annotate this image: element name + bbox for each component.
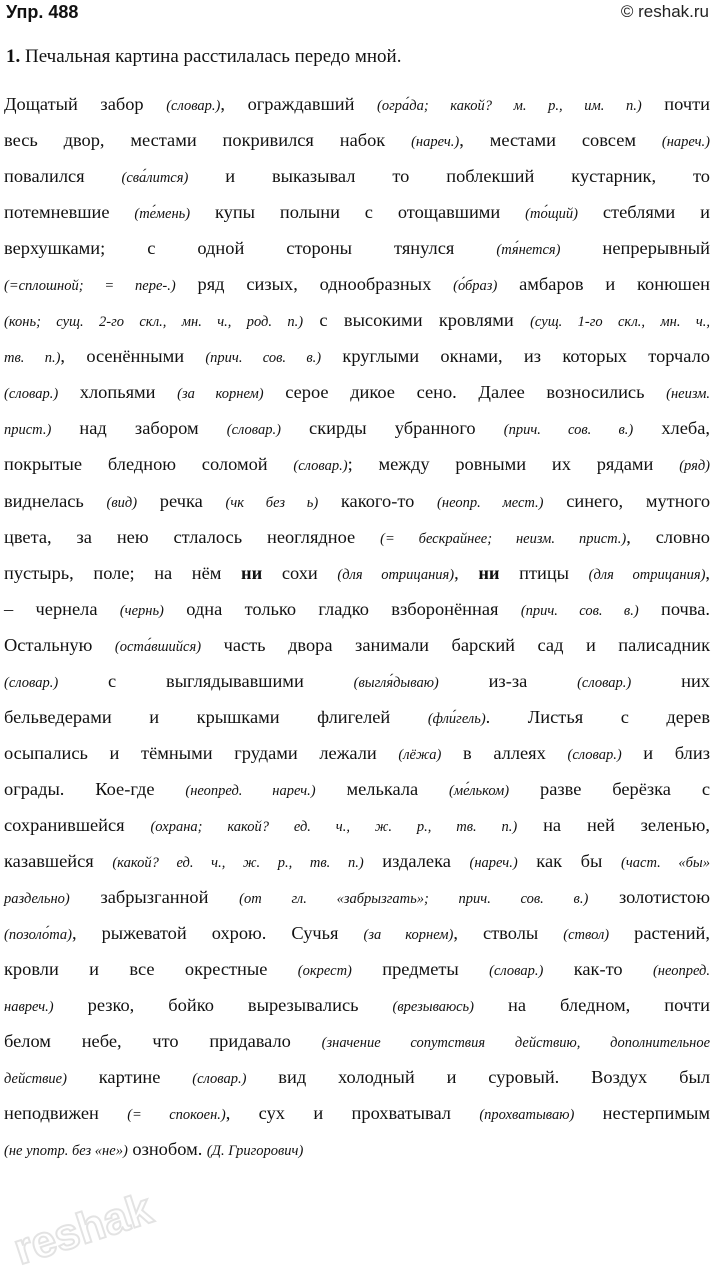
text-segment: них (631, 670, 710, 691)
annotation-note: тв. п.) (4, 350, 61, 367)
annotation-note: (выгля́дываю) (353, 674, 439, 691)
annotation-note: (чернь) (119, 602, 164, 619)
text-segment: на бледном, почти (473, 995, 710, 1016)
text-segment: с выглядывавшими (58, 670, 354, 691)
text-segment: как бы (517, 850, 622, 871)
text-line (4, 951, 710, 987)
text-line (4, 122, 710, 158)
text-segment: хлопьями (58, 382, 178, 403)
annotation-note: (прич. сов. в.) (205, 350, 322, 367)
text-segment: , словно (626, 526, 710, 547)
text-line (4, 735, 710, 771)
text-line (4, 843, 710, 879)
text-line (4, 519, 710, 555)
annotation-note: (Д. Григорович) (206, 1143, 304, 1160)
annotation-note: (лёжа) (398, 746, 442, 763)
annotation-note: (=сплошной; = пере-.) (4, 278, 176, 295)
text-segment: – чернела (4, 598, 120, 619)
text-segment: , ограждавший (220, 94, 378, 114)
annotation-note: (за корнем) (363, 927, 454, 944)
text-segment: и выказывал то поблекший кустарник, то (188, 166, 710, 187)
text-segment: из-за (438, 670, 578, 691)
text-segment: картине (66, 1067, 193, 1088)
text-segment: с высокими кровлями (303, 310, 531, 331)
annotation-note: (ряд) (679, 458, 710, 475)
text-segment: и близ (621, 742, 710, 763)
annotation-note: действие) (4, 1071, 67, 1088)
text-segment: , осенёнными (60, 346, 206, 367)
text-segment: часть двора занимали барский сад и палисадник (201, 634, 711, 655)
text-line (4, 807, 710, 843)
text-segment: потемневшие (4, 202, 135, 223)
text-line (4, 446, 710, 482)
task-number: 1. (6, 46, 21, 67)
annotation-note: (прохватываю) (479, 1107, 575, 1124)
text-segment: цвета, за нею стлалось неоглядное (4, 526, 381, 547)
text-segment: нестерпимым (574, 1103, 710, 1124)
text-line (4, 699, 710, 735)
text-segment: верхушками; с одной стороны тянулся (4, 238, 497, 259)
text-line (4, 555, 710, 591)
text-segment: кровли и все окрестные (4, 959, 298, 980)
text-segment: скирды убранного (280, 418, 504, 439)
text-line (4, 987, 710, 1023)
text-line (4, 879, 710, 915)
text-segment: мелькала (315, 778, 450, 799)
text-line (4, 86, 710, 122)
annotation-note: раздельно) (4, 891, 70, 908)
text-segment: хлеба, (633, 418, 710, 439)
annotation-note: (значение сопутствия действию, дополнительное (321, 1035, 711, 1052)
text-line (4, 483, 710, 519)
annotation-note: (словар.) (577, 674, 632, 691)
text-segment: синего, мутного (543, 490, 711, 511)
text-segment: пустырь, поле; на нём (4, 562, 242, 583)
annotation-note: (окрест) (297, 963, 352, 980)
text-segment: , (454, 562, 479, 583)
annotation-note: (неопред. нареч.) (185, 782, 316, 799)
text-line (4, 194, 710, 230)
text-segment: , стволы (453, 923, 564, 944)
text-segment: , рыжеватой охрою. Сучья (71, 923, 364, 944)
annotation-note: (словар.) (489, 963, 544, 980)
text-segment: повалился (4, 166, 122, 187)
text-segment: в аллеях (441, 742, 568, 763)
annotation-note: (неопр. мест.) (437, 494, 544, 511)
bold-particle: ни (241, 562, 263, 583)
annotation-note: (конь; сущ. 2-го скл., мн. ч., род. п.) (4, 314, 304, 331)
annotation-note: (для отрицания) (588, 566, 706, 583)
task-text: Печальная картина расстилалась передо мной. (25, 46, 402, 67)
text-segment: амбаров и конюшен (497, 274, 710, 295)
text-segment: одна только гладко взборонённая (163, 598, 521, 619)
text-segment: на ней зеленью, (517, 814, 710, 835)
annotation-note: (неизм. (666, 386, 710, 403)
annotation-note: (позоло́та) (4, 927, 72, 944)
text-segment: речка (137, 490, 226, 511)
text-segment: птицы (499, 562, 589, 583)
annotation-note: (словар.) (4, 674, 59, 691)
annotation-note: (нареч.) (661, 134, 710, 151)
text-segment: . Листья с дерев (485, 706, 710, 727)
text-segment: как-то (543, 959, 653, 980)
annotation-note: (= спокоен.) (127, 1107, 226, 1124)
text-line (4, 302, 710, 338)
annotation-note: (словар.) (567, 746, 622, 763)
text-segment: ознобом. (127, 1139, 207, 1160)
text-segment: осыпались и тёмными грудами лежали (4, 742, 399, 763)
annotation-note: (част. «бы» (621, 854, 710, 871)
exercise-title: Упр. 488 (6, 2, 79, 22)
text-segment: сохи (262, 562, 338, 583)
annotation-note: (словар.) (4, 386, 59, 403)
annotation-note: (для отрицания) (337, 566, 455, 583)
annotation-note: (прич. сов. в.) (503, 422, 634, 439)
text-line (4, 410, 710, 446)
text-line (4, 1059, 710, 1095)
annotation-note: (ствол) (563, 927, 610, 944)
annotation-note: прист.) (4, 422, 52, 439)
annotation-note: (словар.) (166, 98, 221, 114)
text-segment: неподвижен (4, 1103, 128, 1124)
text-line (4, 158, 710, 194)
text-segment: ограды. Кое-где (4, 778, 186, 799)
task-sentence (6, 44, 709, 70)
text-line (4, 771, 710, 807)
annotation-note: (сущ. 1-го скл., мн. ч., (530, 314, 711, 331)
text-segment: купы полыни с отощавшими (190, 202, 526, 223)
annotation-note: (о́браз) (453, 278, 498, 295)
svg-text:reshak: reshak (7, 1183, 159, 1275)
annotation-note: (не употр. без «не») (4, 1143, 128, 1160)
text-segment: разве берёзка с (509, 778, 710, 799)
text-segment: сохранившейся (4, 814, 151, 835)
annotation-note: (те́мень) (134, 206, 191, 223)
text-segment: почти (641, 94, 710, 114)
annotation-note: (фли́гель) (427, 710, 486, 727)
text-segment: казавшейся (4, 850, 113, 871)
annotation-note: (словар.) (293, 458, 348, 475)
text-line (4, 663, 710, 699)
text-segment: какого-то (318, 490, 438, 511)
annotation-note: (огра́да; какой? м. р., им. п.) (377, 98, 642, 114)
text-segment: Дощатый забор (4, 94, 167, 114)
site-copyright: © reshak.ru (620, 2, 709, 21)
text-segment: растений, (609, 923, 710, 944)
annotation-note: (неопред. (652, 963, 710, 980)
text-segment: Остальную (4, 634, 115, 655)
text-segment: , (705, 562, 711, 583)
text-segment: непрерывный (560, 238, 710, 259)
text-segment: , местами совсем (459, 130, 662, 151)
text-line (4, 1095, 710, 1131)
text-segment: бельведерами и крышками флигелей (4, 706, 428, 727)
annotation-note: (какой? ед. ч., ж. р., тв. п.) (112, 854, 364, 871)
text-segment: ; между ровными их рядами (347, 454, 680, 475)
text-segment: стеблями и (578, 202, 710, 223)
annotation-note: (то́щий) (525, 206, 578, 223)
text-line (4, 627, 710, 663)
text-line (4, 338, 710, 374)
annotation-note: (врезываюсь) (392, 999, 474, 1016)
annotation-note: (прич. сов. в.) (520, 602, 639, 619)
text-line (4, 1023, 710, 1059)
annotation-note: (тя́нется) (496, 242, 561, 259)
text-segment: белом небе, что придавало (4, 1031, 322, 1052)
annotation-note: (за корнем) (177, 386, 264, 403)
text-segment: виднелась (4, 490, 107, 511)
text-segment: , сух и прохватывал (225, 1103, 480, 1124)
reshak-watermark-logo (0, 1160, 210, 1280)
text-segment: над забором (51, 418, 227, 439)
exercise-text (4, 86, 710, 1167)
text-line (4, 1131, 710, 1167)
text-line (4, 266, 710, 302)
annotation-note: (словар.) (192, 1071, 247, 1088)
annotation-note: (нареч.) (411, 134, 460, 151)
text-segment: ряд сизых, однообразных (175, 274, 454, 295)
annotation-note: (охрана; какой? ед. ч., ж. р., тв. п.) (150, 818, 518, 835)
text-segment: забрызганной (69, 887, 240, 908)
text-segment: покрытые бледною соломой (4, 454, 294, 475)
text-segment: предметы (351, 959, 490, 980)
page-header (0, 0, 715, 26)
text-segment: вид холодный и суровый. Воздух был (246, 1067, 710, 1088)
text-segment: весь двор, местами покривился набок (4, 130, 412, 151)
text-line (4, 230, 710, 266)
text-segment: серое дикое сено. Далее возносились (263, 382, 667, 403)
annotation-note: (чк без ь) (225, 494, 319, 511)
annotation-note: (оста́вшийся) (114, 638, 202, 655)
annotation-note: (вид) (106, 494, 138, 511)
text-segment: издалека (363, 850, 470, 871)
text-line (4, 374, 710, 410)
text-segment: круглыми окнами, из которых торчало (321, 346, 710, 367)
text-line (4, 915, 710, 951)
annotation-note: (от гл. «забрызгать»; прич. сов. в.) (239, 891, 589, 908)
text-segment: золотистою (588, 887, 710, 908)
annotation-note: (= бескрайнее; неизм. прист.) (380, 530, 627, 547)
text-segment: почва. (638, 598, 711, 619)
text-line (4, 591, 710, 627)
annotation-note: навреч.) (4, 999, 54, 1016)
annotation-note: (ме́льком) (449, 782, 510, 799)
annotation-note: (сва́лится) (121, 170, 189, 187)
bold-particle: ни (478, 562, 500, 583)
annotation-note: (словар.) (226, 422, 281, 439)
annotation-note: (нареч.) (469, 854, 518, 871)
text-segment: резко, бойко вырезывались (53, 995, 393, 1016)
